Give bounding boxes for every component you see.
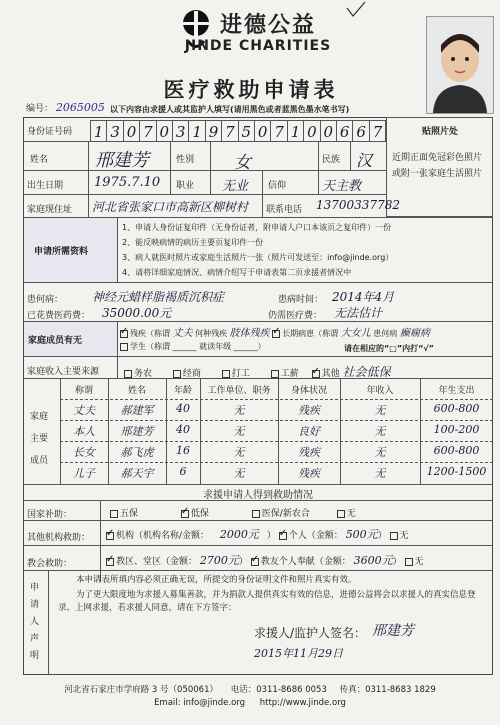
materials-item: 1、申请人身份证复印件（无身份证者，附申请人户口本该页之复印件）一份	[122, 223, 392, 232]
id-digit[interactable]: 7	[221, 120, 238, 142]
table-cell[interactable]: 600-800	[433, 444, 480, 457]
id-digit[interactable]: 0	[320, 120, 337, 142]
id-digit[interactable]: 6	[352, 120, 369, 142]
instruction: 以下内容由求援人或其监护人填写(请用黑色或者蓝黑色墨水笔书写)	[110, 105, 350, 114]
table-cell[interactable]: 100-200	[433, 423, 480, 436]
members-header: 姓名	[127, 386, 146, 396]
other-aid-line: ✓ 机构（机构名称/金额： 2000元 ） ✓个人（金额： 500元） 无	[106, 526, 409, 542]
id-digit[interactable]: 3	[106, 120, 123, 142]
id-digit[interactable]: 0	[303, 120, 320, 142]
national-label: 国家补助：	[27, 510, 73, 520]
income-options: 务农 经商 打工 工薪 ✓ 其他 社会低保	[124, 363, 390, 380]
national-wubao-checkbox[interactable]	[110, 510, 118, 518]
other-aid-org-checkbox[interactable]	[106, 532, 114, 540]
signature[interactable]: 邢建芳	[372, 623, 414, 639]
materials-label: 申请所需资料	[34, 247, 89, 257]
table-cell[interactable]: 40	[176, 423, 190, 436]
ethnic-value[interactable]: 汉	[356, 151, 373, 170]
illness-time-label: 患病时间：	[278, 295, 324, 305]
id-digit[interactable]: 7	[139, 120, 156, 142]
future-label: 仍需医疗费：	[268, 311, 323, 321]
members-header: 年生支出	[438, 386, 475, 396]
table-cell[interactable]: 无	[374, 446, 386, 459]
sign-date[interactable]: 2015年11月29日	[254, 647, 343, 660]
table-cell[interactable]: 良好	[298, 425, 320, 438]
birth-label: 出生日期	[27, 181, 64, 191]
illness-time-value[interactable]: 2014年4月	[332, 290, 395, 304]
church-label: 教会救助：	[27, 559, 73, 569]
table-cell[interactable]: 长女	[73, 446, 95, 459]
national-dibao-checkbox[interactable]	[181, 510, 189, 518]
table-cell[interactable]: 儿子	[73, 467, 95, 480]
logo	[178, 6, 338, 58]
table-cell[interactable]: 郝建军	[120, 404, 154, 417]
photo-label: 贴照片处	[422, 127, 459, 137]
materials-item: 4、请将详细家庭情况、病情介绍写于申请表第二页求援者情况中	[122, 268, 352, 277]
table-cell[interactable]: 无	[233, 425, 245, 438]
income-option-checkbox[interactable]	[271, 370, 279, 378]
members-header: 年收入	[366, 386, 394, 396]
other-aid-label: 其他机构救助：	[27, 533, 91, 543]
chronic-type[interactable]: 癫痫病	[399, 328, 430, 339]
sex-value[interactable]: 女	[234, 153, 251, 173]
income-option-checkbox[interactable]	[124, 370, 132, 378]
members-header: 工作单位、职务	[207, 386, 271, 396]
id-digit[interactable]: 1	[287, 120, 304, 142]
serial-value[interactable]: 2065005	[55, 101, 105, 114]
income-option-checkbox[interactable]	[222, 370, 230, 378]
declaration-p1: 本申请表所填内容必须正确无误，所提交的身份证明文件和照片真实有效。	[76, 575, 357, 585]
id-digit[interactable]: 7	[369, 120, 386, 142]
table-cell[interactable]: 1200-1500	[426, 465, 487, 478]
members-header: 称谓	[74, 386, 93, 396]
footer-email[interactable]: Email: info@jinde.org	[154, 698, 246, 708]
form-title: 医疗救助申请表	[163, 78, 339, 102]
sign-label: 求援人/监护人签名：	[254, 626, 367, 640]
phone-value[interactable]: 13700337782	[316, 198, 400, 212]
name-label: 姓名	[30, 155, 49, 165]
name-value[interactable]: 邢建芳	[95, 150, 149, 171]
church-parish-checkbox[interactable]	[106, 558, 114, 566]
income-other-checkbox[interactable]	[312, 370, 320, 378]
church-none-checkbox[interactable]	[405, 558, 413, 566]
photo-text: 近期正面免冠彩色照片或附一张家庭生活照片	[392, 153, 483, 179]
other-aid-none-checkbox[interactable]	[390, 532, 398, 540]
id-label: 身份证号码	[27, 127, 73, 137]
national-yibao-checkbox[interactable]	[252, 510, 260, 518]
id-digit[interactable]: 0	[156, 120, 173, 142]
table-cell[interactable]: 残疾	[298, 467, 320, 480]
table-cell[interactable]: 6	[179, 465, 187, 478]
table-cell[interactable]: 无	[374, 425, 386, 438]
future-value[interactable]: 无法估计	[334, 306, 383, 320]
aid-header: 求援申请人得到救助情况	[203, 490, 313, 501]
table-cell[interactable]: 邢建芳	[120, 425, 154, 438]
members-side-label: 家庭 主要 成员	[30, 412, 49, 466]
id-digit[interactable]: 9	[205, 120, 222, 142]
illness-value[interactable]: 神经元蜡样脂褐质沉积症	[92, 290, 225, 304]
serial-number: 编号： 2065005	[26, 101, 105, 114]
student-checkbox[interactable]	[120, 343, 128, 351]
table-cell[interactable]: 无	[233, 404, 245, 417]
phone-label: 联系电话	[266, 205, 303, 215]
id-digit[interactable]: 5	[238, 120, 255, 142]
members-header: 年龄	[173, 386, 192, 396]
id-digit[interactable]: 6	[336, 120, 353, 142]
footer-address: 河北省石家庄市学府路 3 号（050061）	[64, 685, 218, 695]
table-cell[interactable]: 丈夫	[73, 404, 95, 417]
address-value[interactable]: 河北省张家口市高新区柳树村	[92, 200, 249, 214]
materials-item: 2、能反映病情的病历主要页复印件一份	[122, 238, 264, 247]
faith-label: 信仰	[268, 181, 287, 191]
materials-list	[122, 220, 488, 280]
table-cell[interactable]: 无	[233, 446, 245, 459]
table-cell[interactable]: 本人	[73, 425, 95, 438]
table-cell[interactable]: 残疾	[298, 404, 320, 417]
table-cell[interactable]: 残疾	[298, 446, 320, 459]
table-cell[interactable]: 郝飞虎	[120, 446, 154, 459]
illness-label: 患何病：	[27, 295, 64, 305]
national-options: 五保 ✓ 低保 医保/新农合 无	[110, 506, 356, 519]
birth-value[interactable]: 1975.7.10	[94, 175, 161, 190]
id-digit[interactable]: 7	[270, 120, 287, 142]
spent-label: 已花费医药费：	[27, 311, 91, 321]
disabled-who[interactable]: 丈夫	[172, 328, 193, 339]
church-line: ✓ 教区、堂区（金额： 2700元） ✓教友个人奉献（金额： 3600元） 无	[106, 552, 424, 568]
sex-label: 性别	[176, 155, 195, 165]
national-none-checkbox[interactable]	[337, 510, 345, 518]
id-digit[interactable]: 0	[123, 120, 140, 142]
table-cell[interactable]: 无	[374, 467, 386, 480]
id-digit[interactable]: 1	[90, 120, 107, 142]
family-condition-label: 家庭成员有无	[28, 336, 83, 346]
footer-tel: 电话：0311-8686 0053	[230, 685, 327, 695]
job-value[interactable]: 无业	[222, 179, 249, 194]
table-cell[interactable]: 郝天宇	[120, 467, 154, 480]
church-friends-checkbox[interactable]	[251, 558, 259, 566]
checkbox-note: 请在相应的“□”内打“√”	[344, 344, 434, 353]
declaration-side: 申 请 人 声 明	[30, 583, 40, 661]
check-mark-icon	[345, 0, 367, 20]
child-portrait-icon	[427, 17, 493, 113]
footer	[0, 684, 500, 710]
ethnic-label: 民族	[322, 155, 341, 165]
student-line: 学生（称谓 ______ 就读年级 ______）	[120, 341, 266, 352]
footer-web[interactable]: http://www.jinde.org	[259, 698, 346, 708]
disabled-line: ✓残疾（称谓 丈夫 何种残疾 肢体残疾 ✓ 长期病患（称谓 大女儿 患何病 癫痫病	[120, 324, 430, 339]
faith-value[interactable]: 天主教	[322, 179, 362, 194]
brand-cn: 进德公益	[220, 13, 317, 38]
disabled-type[interactable]: 肢体残疾	[229, 328, 270, 339]
income-other-value[interactable]: 社会低保	[342, 365, 391, 379]
other-aid-personal-checkbox[interactable]	[279, 532, 287, 540]
id-digit[interactable]: 0	[254, 120, 271, 142]
address-label: 家庭现住址	[27, 205, 73, 215]
income-option-checkbox[interactable]	[173, 370, 181, 378]
members-header: 身体状况	[290, 386, 327, 396]
table-cell[interactable]: 无	[374, 404, 386, 417]
id-digit[interactable]: 1	[188, 120, 205, 142]
chronic-who[interactable]: 大女儿	[340, 328, 371, 339]
table-cell[interactable]: 16	[176, 444, 190, 457]
church-friends-amount[interactable]: 3600元	[353, 554, 393, 567]
church-parish-amount[interactable]: 2700元	[199, 554, 239, 567]
applicant-photo	[426, 16, 494, 114]
materials-item: 3、病人就医时照片或家庭生活照片一张（照片可发送至：info@jinde.org）	[122, 253, 394, 262]
declaration-p2: 为了更大限度地为求援人募集善款，并为捐款人提供真实有效的信息，进德公益将会以求援人的真实信息登录、上网求援，若求援人同意，请在下方签字：	[58, 590, 476, 613]
other-aid-org-amount[interactable]: 2000元	[219, 528, 259, 541]
footer-fax: 传真：0311-8683 1829	[339, 685, 436, 695]
disabled-checkbox[interactable]	[120, 330, 128, 338]
spent-value[interactable]: 35000.00元	[102, 306, 172, 320]
table-cell[interactable]: 无	[233, 467, 245, 480]
id-digit[interactable]: 3	[172, 120, 189, 142]
brand-en: JINDE CHARITIES	[184, 38, 332, 54]
table-cell[interactable]: 40	[176, 402, 190, 415]
income-label: 家庭收入主要来源	[27, 367, 100, 377]
table-cell[interactable]: 600-800	[433, 402, 480, 415]
chronic-checkbox[interactable]	[272, 330, 280, 338]
job-label: 职业	[176, 181, 195, 191]
other-aid-personal-amount[interactable]: 500元	[345, 528, 378, 541]
